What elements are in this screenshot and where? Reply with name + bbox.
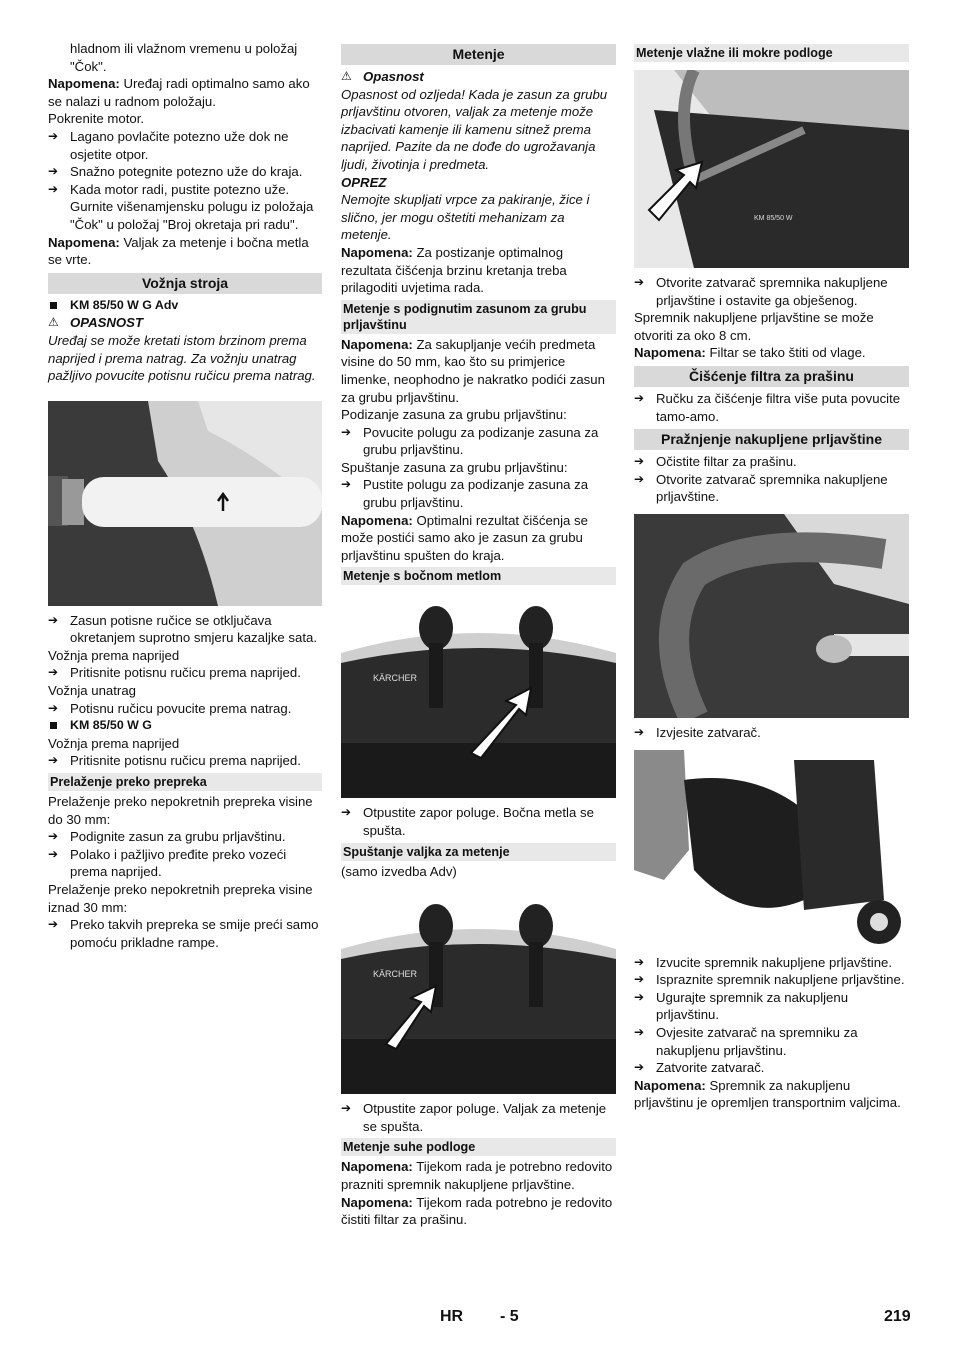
note: Napomena: Optimalni rezultat čišćenja se može postići samo ako je zasun za grubu prljavštinu spušten do kraja. [341,512,588,563]
step-item: ➔ Lagano povlačite potezno uže dok ne osjetite otpor. [48,128,322,163]
step-item: ➔ Potisnu ručicu povucite prema natrag. [48,700,322,718]
step-item: ➔ Izvucite spremnik nakupljene prljavštine. [634,954,909,972]
step-item: ➔ Pritisnite potisnu ručicu prema naprijed. [48,752,322,770]
step-item: ➔ Snažno potegnite potezno uže do kraja. [48,163,322,181]
footer-section-page: - 5 [500,1308,519,1325]
section-heading-praznjenje: Pražnjenje nakupljene prljavštine [634,429,909,450]
text-line: Vožnja prema naprijed [48,647,180,663]
note: Napomena: Spremnik za nakupljenu prljavštinu je opremljen transportnim valjcima. [634,1077,901,1111]
column-right [634,40,909,1112]
step-item: ➔ Podignite zasun za grubu prljavštinu. [48,828,322,846]
subsection-heading-bocna: Metenje s bočnom metlom [341,567,616,585]
step-item: ➔ Ispraznite spremnik nakupljene prljavštine. [634,971,909,989]
step-item: ➔ Zatvorite zatvarač. [634,1059,909,1077]
text-line: Prelaženje preko nepokretnih prepreka visine iznad 30 mm: [48,882,313,915]
step-item: ➔ Preko takvih prepreka se smije preći samo pomoću prikladne rampe. [48,916,322,951]
step-item: ➔ Pritisnite potisnu ručicu prema naprijed. [48,664,322,682]
step-item: ➔ Polako i pažljivo pređite preko vozeći prema naprijed. [48,846,322,881]
note: Napomena: Tijekom rada je potrebno redovito prazniti spremnik nakupljene prljavštine. [341,1159,613,1192]
section-heading-voznja: Vožnja stroja [48,273,322,294]
footer-language: HR [440,1308,464,1325]
text-line: Podizanje zasuna za grubu prljavštinu: [341,407,567,423]
caution-text: Nemojte skupljati vrpce za pakiranje, žice i slično, jer mogu oštetiti mehanizam za metenje. [341,192,590,243]
step-item: ➔ Ugurajte spremnik za nakupljenu prljavštinu. [634,989,909,1024]
model-bullet: KM 85/50 W G Adv [48,297,322,315]
handle-image [48,401,322,606]
container-image [634,514,909,718]
subsection-heading-zasun: Metenje s podignutim zasunom za grubu prljavštinu [341,300,616,334]
text-line: Pokrenite motor. [48,111,145,127]
step-item: ➔ Povucite polugu za podizanje zasuna za grubu prljavštinu. [341,424,616,459]
text-line: Vožnja unatrag [48,683,136,699]
step-item: ➔ Izvjesite zatvarač. [634,724,909,742]
step-item: ➔ Otpustite zapor poluge. Bočna metla se spušta. [341,804,616,839]
note: Napomena: Tijekom rada potrebno je redovito čistiti filtar za prašinu. [341,1194,613,1228]
subsection-heading-valjak: Spuštanje valjka za metenje [341,843,616,861]
note: Napomena: Za sakupljanje većih predmeta visine do 50 mm, kao što su primjerice limenke, neophodno je nakratko podići zasun za grubu prljavštinu. [341,336,605,405]
svg-text:KÄRCHER: KÄRCHER [373,969,418,980]
text-line: hladnom ili vlažnom vremenu u položaj [70,41,298,56]
svg-text:KÄRCHER: KÄRCHER [373,673,418,684]
text-line: Spuštanje zasuna za grubu prljavštinu: [341,459,568,475]
lever-panel-image [341,593,616,798]
text-line: Prelaženje preko nepokretnih prepreka visine do 30 mm: [48,794,313,827]
text-line: Vožnja prema naprijed [48,735,180,751]
step-item: ➔ Ovjesite zatvarač na spremniku za nakupljenu prljavštinu. [634,1024,909,1059]
column-middle [341,40,616,1229]
step-item: ➔ Ručku za čišćenje filtra više puta povucite tamo-amo. [634,390,909,425]
caution-label: OPREZ [341,174,387,190]
step-item: ➔ Kada motor radi, pustite potezno uže. Gurnite višenamjensku polugu iz položaja "Čok" u položaj "Broj okretaja pri radu". [48,181,322,234]
step-item: ➔ Otpustite zapor poluge. Valjak za metenje se spušta. [341,1100,616,1135]
model-bullet: KM 85/50 W G [48,717,322,735]
footer-page-number: 219 [884,1308,911,1325]
text-line: "Čok". [70,58,107,74]
subsection-heading-suhe: Metenje suhe podloge [341,1138,616,1156]
machine-image [634,70,909,268]
step-item: ➔ Zasun potisne ručice se otključava okretanjem suprotno smjeru kazaljke sata. [48,612,322,647]
subsection-heading-prelazenje: Prelaženje preko prepreka [48,773,322,791]
note: Napomena: Valjak za metenje i bočna metla se vrte. [48,234,309,268]
section-heading-filtar: Čišćenje filtra za prašinu [634,366,909,387]
note: Napomena: Filtar se tako štiti od vlage. [634,345,866,361]
section-heading-metenje: Metenje [341,44,616,65]
note: Napomena: Za postizanje optimalnog rezultata čišćenja brzinu kretanja treba prilagoditi uvjetima rada. [341,244,567,296]
danger-text: Uređaj se može kretati istom brzinom prema naprijed i prema natrag. Za vožnju unatrag pažljivo povucite potisnu ručicu prema natrag. [48,332,316,384]
step-item: ➔ Otvorite zatvarač spremnika nakupljene prljavštine. [634,471,909,506]
container-removal-image [634,750,909,948]
step-item: ➔ Pustite polugu za podizanje zasuna za grubu prljavštinu. [341,476,616,511]
danger-label: ⚠ OPASNOST [48,314,322,332]
danger-label: ⚠ Opasnost [341,68,616,86]
step-item: ➔ Očistite filtar za prašinu. [634,453,909,471]
column-left [48,40,322,951]
note: Napomena: Uređaj radi optimalno samo ako se nalazi u radnom položaju. [48,76,310,109]
danger-text: Opasnost od ozljeda! Kada je zasun za grubu prljavštinu otvoren, valjak za metenje može izbacivati kamenje ili kamenu sitnež prema naprijed. Pazite da ne dođe do ugrožavanja ljudi, životinja i predmeta. [341,86,608,172]
svg-text:KM 85/50 W: KM 85/50 W [754,215,793,222]
step-item: ➔ Otvorite zatvarač spremnika nakupljene prljavštine i ostavite ga obješenog. [634,274,909,309]
lever-panel-image [341,894,616,1094]
subsection-heading-vlazne: Metenje vlažne ili mokre podloge [634,44,909,62]
text-line: Spremnik nakupljene prljavštine se može otvoriti za oko 8 cm. [634,310,874,343]
text-line: (samo izvedba Adv) [341,863,457,879]
